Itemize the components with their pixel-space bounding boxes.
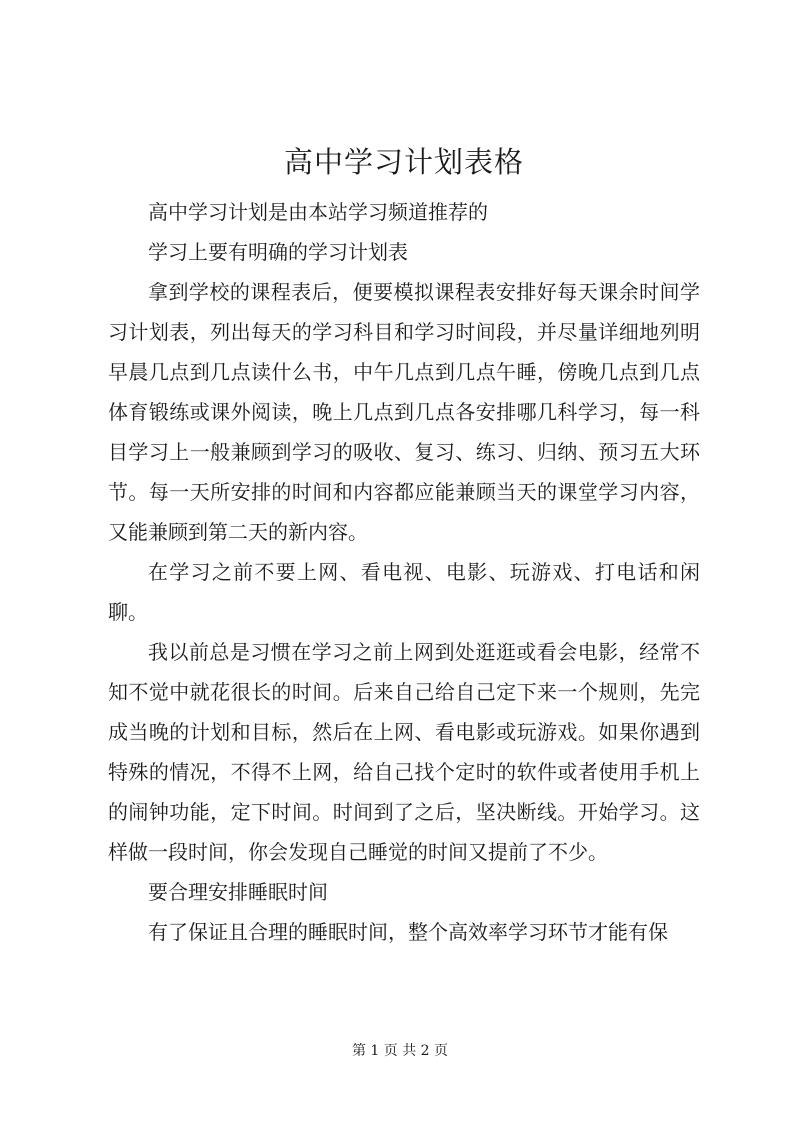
paragraph-habits: 我以前总是习惯在学习之前上网到处逛逛或看会电影，经常不知不觉中就花很长的时间。后来自己给自己定下来一个规则，先完成当晚的计划和目标，然后在上网、看电影或玩游戏。如果你遇到特殊的情况，不得不上网，给自己找个定时的软件或者使用手机上的闹钟功能，定下时间。时间到了之后，坚决断线。开始学习。这样做一段时间，你会发现自己睡觉的时间又提前了不少。 [108,640,700,864]
document-page [108,140,700,952]
paragraph-heading-plan: 学习上要有明确的学习计划表 [148,240,408,264]
paragraph-no-distractions: 在学习之前不要上网、看电视、电影、玩游戏、打电话和闲聊。 [108,560,700,624]
paragraph-sleep: 有了保证且合理的睡眠时间，整个高效率学习环节才能有保 [148,920,668,944]
document-title: 高中学习计划表格 [283,145,524,179]
paragraph-heading-sleep: 要合理安排睡眠时间 [148,880,328,904]
paragraph-intro: 高中学习计划是由本站学习频道推荐的 [148,200,488,224]
paragraph-schedule: 拿到学校的课程表后，便要模拟课程表安排好每天课余时间学习计划表，列出每天的学习科目和学习时间段，并尽量详细地列明早晨几点到几点读什么书，中午几点到几点午睡，傍晚几点到几点体育锻练或课外阅读，晚上几点到几点各安排哪几科学习，每一科目学习上一般兼顾到学习的吸收、复习、练习、归纳、预习五大环节。每一天所安排的时间和内容都应能兼顾当天的课堂学习内容，又能兼顾到第二天的新内容。 [108,280,700,544]
page-footer: 第 1 页 共 2 页 [351,1043,449,1059]
